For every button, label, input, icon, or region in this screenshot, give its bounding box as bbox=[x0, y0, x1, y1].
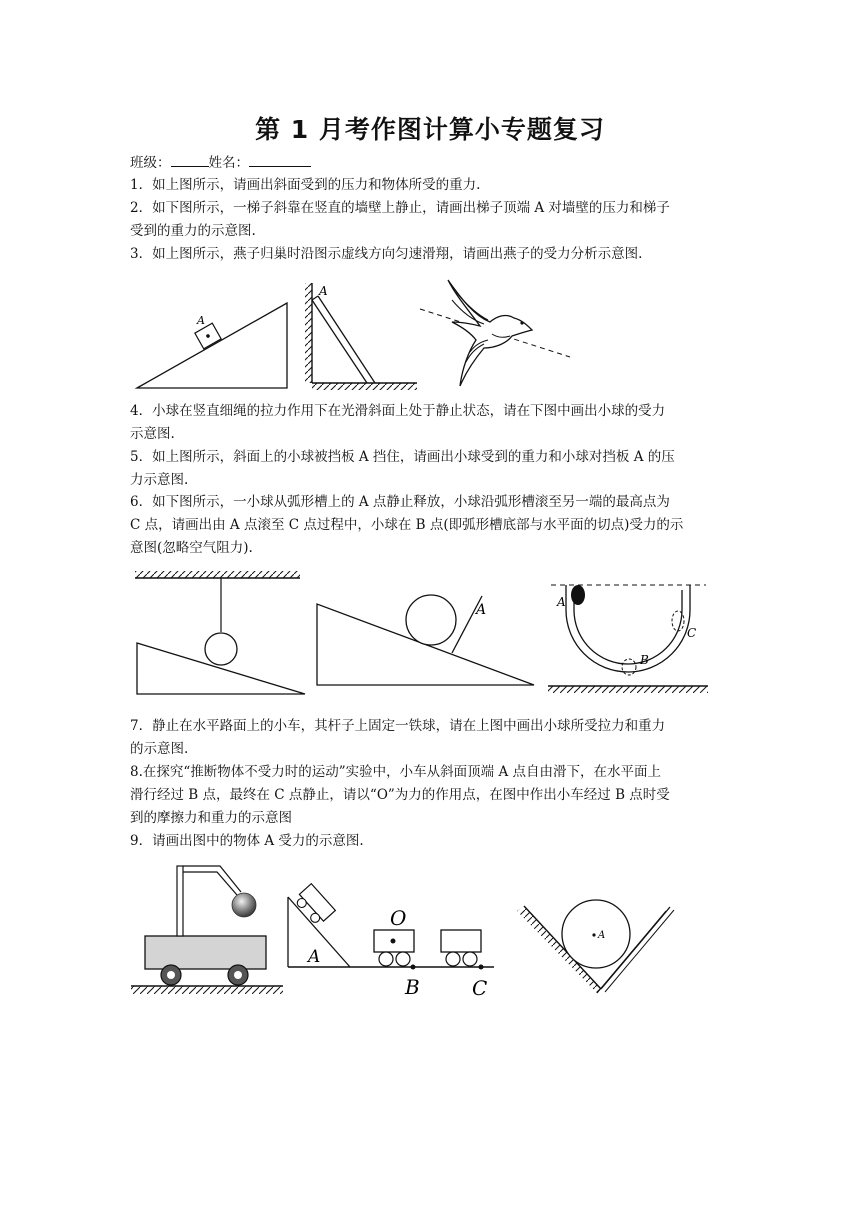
question-5-line-2: 力示意图. bbox=[130, 472, 189, 488]
figure-ladder-wall bbox=[305, 283, 417, 390]
question-7-line-2: 的示意图. bbox=[130, 741, 189, 757]
figure-cart-iron-ball bbox=[131, 866, 283, 994]
label-C: C bbox=[472, 976, 488, 1000]
question-3: 3．如上图所示，燕子归巢时沿图示虚线方向匀速滑翔，请画出燕子的受力分析示意图. bbox=[130, 246, 643, 262]
name-label: 姓名： bbox=[208, 155, 249, 171]
question-7-line-1: 7．静止在水平路面上的小车，其杆子上固定一铁球，请在上图中画出小球所受拉力和重力 bbox=[130, 718, 666, 734]
question-6-line-3: 意图(忽略空气阻力). bbox=[130, 540, 253, 556]
label-B: B bbox=[405, 975, 420, 999]
question-8-line-2: 滑行经过 B 点，最终在 C 点静止，请以“O”为力的作用点，在图中作出小车经过 B 点时受 bbox=[130, 787, 670, 803]
label-O: O bbox=[390, 906, 407, 930]
question-1: 1．如上图所示，请画出斜面受到的压力和物体所受的重力. bbox=[130, 177, 481, 193]
question-9: 9．请画出图中的物体 A 受力的示意图. bbox=[130, 833, 364, 849]
label-A: A bbox=[308, 947, 321, 967]
question-6-line-1: 6．如下图所示，一小球从弧形槽上的 A 点静止释放，小球沿弧形槽滚至另一端的最高点为 bbox=[130, 494, 670, 510]
label-B: B bbox=[640, 653, 649, 667]
figure-cart-ramp bbox=[288, 884, 494, 1000]
figure-hanging-ball-incline bbox=[135, 571, 305, 694]
question-2-line-1: 2．如下图所示，一梯子斜靠在竖直的墙壁上静止，请画出梯子顶端 A 对墙壁的压力和梯子 bbox=[130, 200, 670, 216]
question-5-line-1: 5．如上图所示，斜面上的小球被挡板 A 挡住，请画出小球受到的重力和小球对挡板 A 的压 bbox=[130, 449, 675, 465]
question-6-line-2: C 点，请画出由 A 点滚至 C 点过程中，小球在 B 点(即弧形槽底部与水平面的切点)受力的示 bbox=[130, 517, 684, 533]
label-C: C bbox=[687, 626, 697, 640]
figure-arc-groove bbox=[548, 585, 708, 693]
figure-ball-v-groove bbox=[517, 900, 674, 993]
question-8-line-1: 8.在探究“推断物体不受力时的运动”实验中，小车从斜面顶端 A 点自由滑下，在水平面上 bbox=[130, 764, 662, 780]
question-8-line-3: 到的摩擦力和重力的示意图 bbox=[130, 810, 292, 826]
label-A: A bbox=[476, 602, 487, 618]
label-A: A bbox=[598, 930, 606, 941]
figure-swallow bbox=[420, 280, 570, 386]
figure-incline-block bbox=[137, 303, 287, 388]
question-2-line-2: 受到的重力的示意图. bbox=[130, 223, 256, 239]
label-A: A bbox=[319, 284, 328, 298]
label-A: A bbox=[557, 595, 566, 609]
question-4-line-1: 4．小球在竖直细绳的拉力作用下在光滑斜面上处于静止状态，请在下图中画出小球的受力 bbox=[130, 403, 666, 419]
label-A: A bbox=[197, 314, 205, 327]
class-label: 班级： bbox=[130, 155, 171, 171]
question-4-line-2: 示意图. bbox=[130, 426, 175, 442]
figure-ball-board-incline bbox=[317, 595, 534, 685]
page-title: 第 1 月考作图计算小专题复习 bbox=[255, 115, 605, 144]
